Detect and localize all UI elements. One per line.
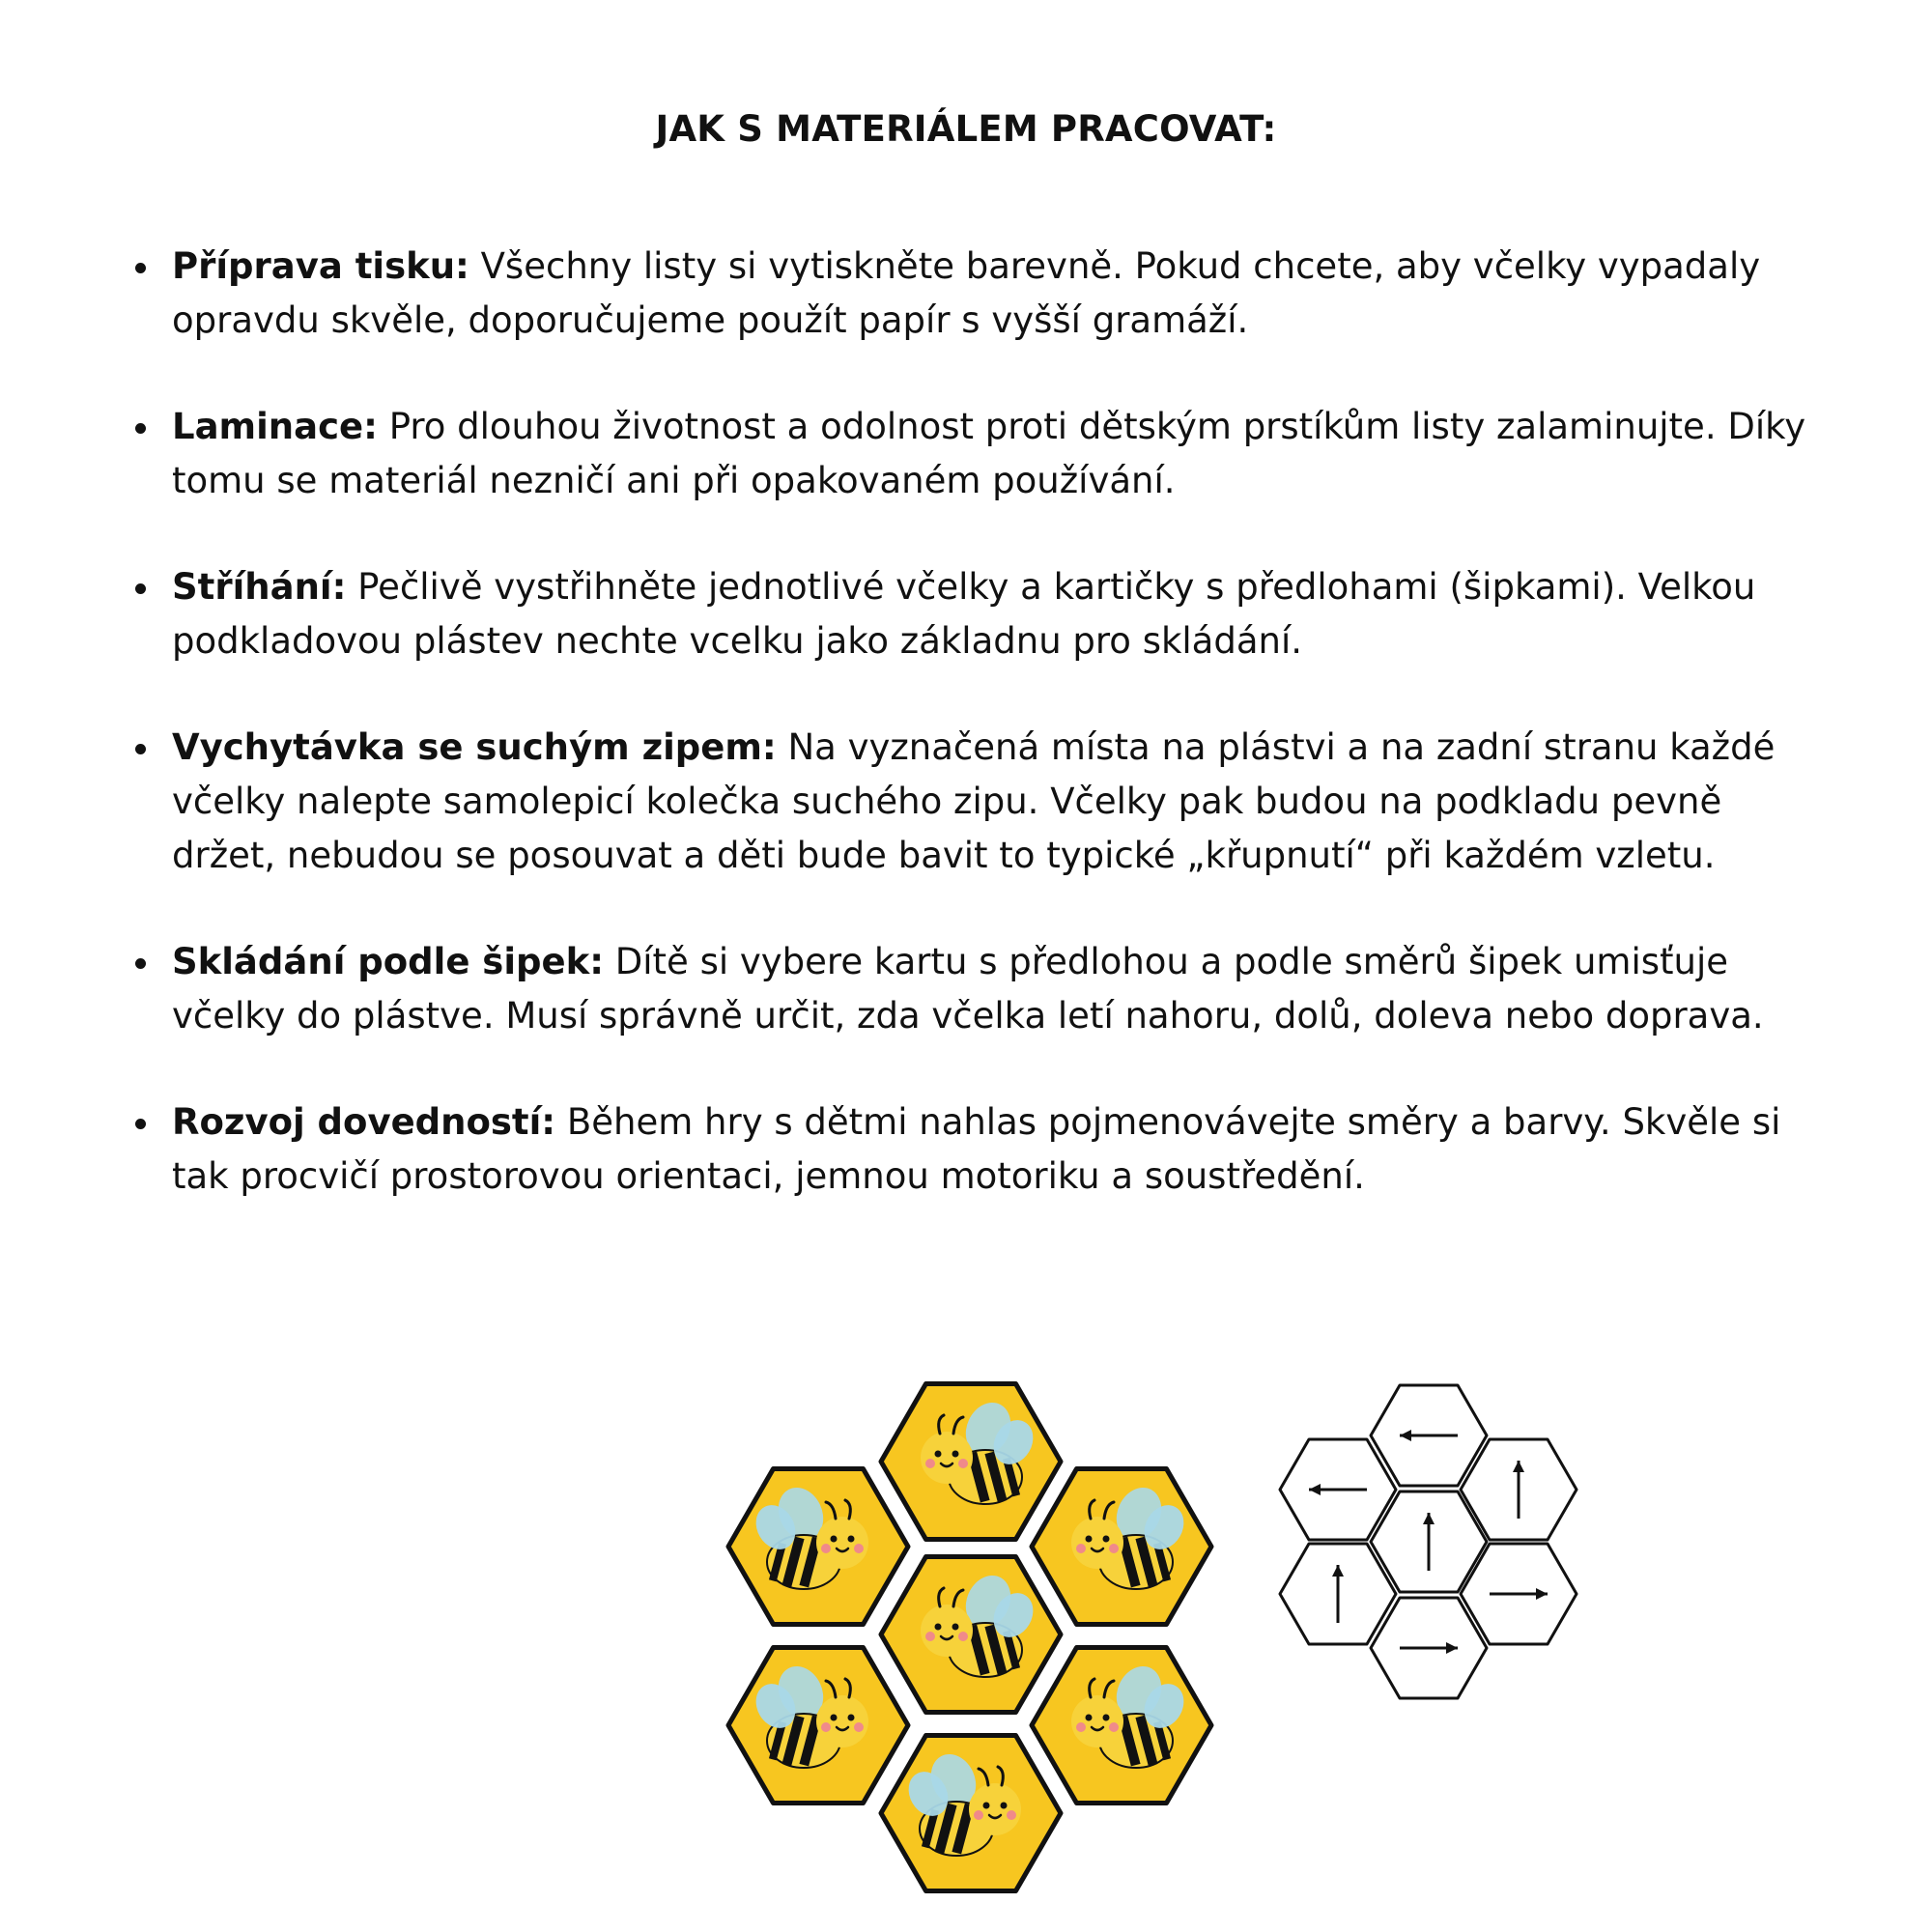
bee-hex-cell — [1032, 1469, 1211, 1625]
arrow-hex-cell — [1280, 1544, 1396, 1644]
item-text: Pečlivě vystřihněte jednotlivé včelky a kartičky s předlohami (šipkami). Velkou podkladovou plástev nechte vcelku jako základnu pro skládání. — [172, 566, 1756, 662]
item-text: Během hry s dětmi nahlas pojmenovávejte směry a barvy. Skvěle si tak procvičí prostorovou orientaci, jemnou motoriku a soustředění. — [172, 1101, 1781, 1197]
bee-hex-cell — [881, 1384, 1061, 1540]
item-heading: Stříhání: — [172, 566, 347, 608]
item-heading: Skládání podle šipek: — [172, 941, 604, 982]
arrow-hex-cell — [1371, 1598, 1487, 1698]
arrow-hex-cell — [1371, 1385, 1487, 1486]
item-heading: Vychytávka se suchým zipem: — [172, 726, 777, 768]
arrow-hex-cell — [1280, 1439, 1396, 1540]
item-text: Pro dlouhou životnost a odolnost proti dětským prstíkům listy zalaminujte. Díky tomu se materiál nezničí ani při opakovaném používání. — [172, 406, 1806, 501]
item-text: Všechny listy si vytiskněte barevně. Pokud chcete, aby včelky vypadaly opravdu skvěle, doporučujeme použít papír s vyšší gramáží. — [172, 245, 1761, 341]
bee-hex-cell — [881, 1736, 1061, 1891]
item-text: Dítě si vybere kartu s předlohou a podle směrů šipek umisťuje včelky do plástve. Musí správně určit, zda včelka letí nahoru, dolů, doleva nebo doprava. — [172, 941, 1764, 1037]
bee-hex-cell — [728, 1469, 908, 1625]
item-text: Na vyznačená místa na plástvi a na zadní stranu každé včelky nalepte samolepicí kolečka suchého zipu. Včelky pak budou na podkladu pevně držet, nebudou se posouvat a děti bude bavit to typické „křupnutí“ při každém vzletu. — [172, 726, 1776, 876]
page-title: JAK S MATERIÁLEM PRACOVAT: — [655, 108, 1277, 150]
bee-hex-cell — [728, 1648, 908, 1804]
bee-hex-cell — [881, 1557, 1061, 1713]
item-heading: Laminace: — [172, 406, 378, 447]
bee-honeycomb — [728, 1384, 1211, 1891]
arrow-pattern-card — [1280, 1385, 1577, 1698]
item-heading: Příprava tisku: — [172, 245, 469, 287]
bee-hex-cell — [1032, 1648, 1211, 1804]
item-heading: Rozvoj dovedností: — [172, 1101, 556, 1143]
